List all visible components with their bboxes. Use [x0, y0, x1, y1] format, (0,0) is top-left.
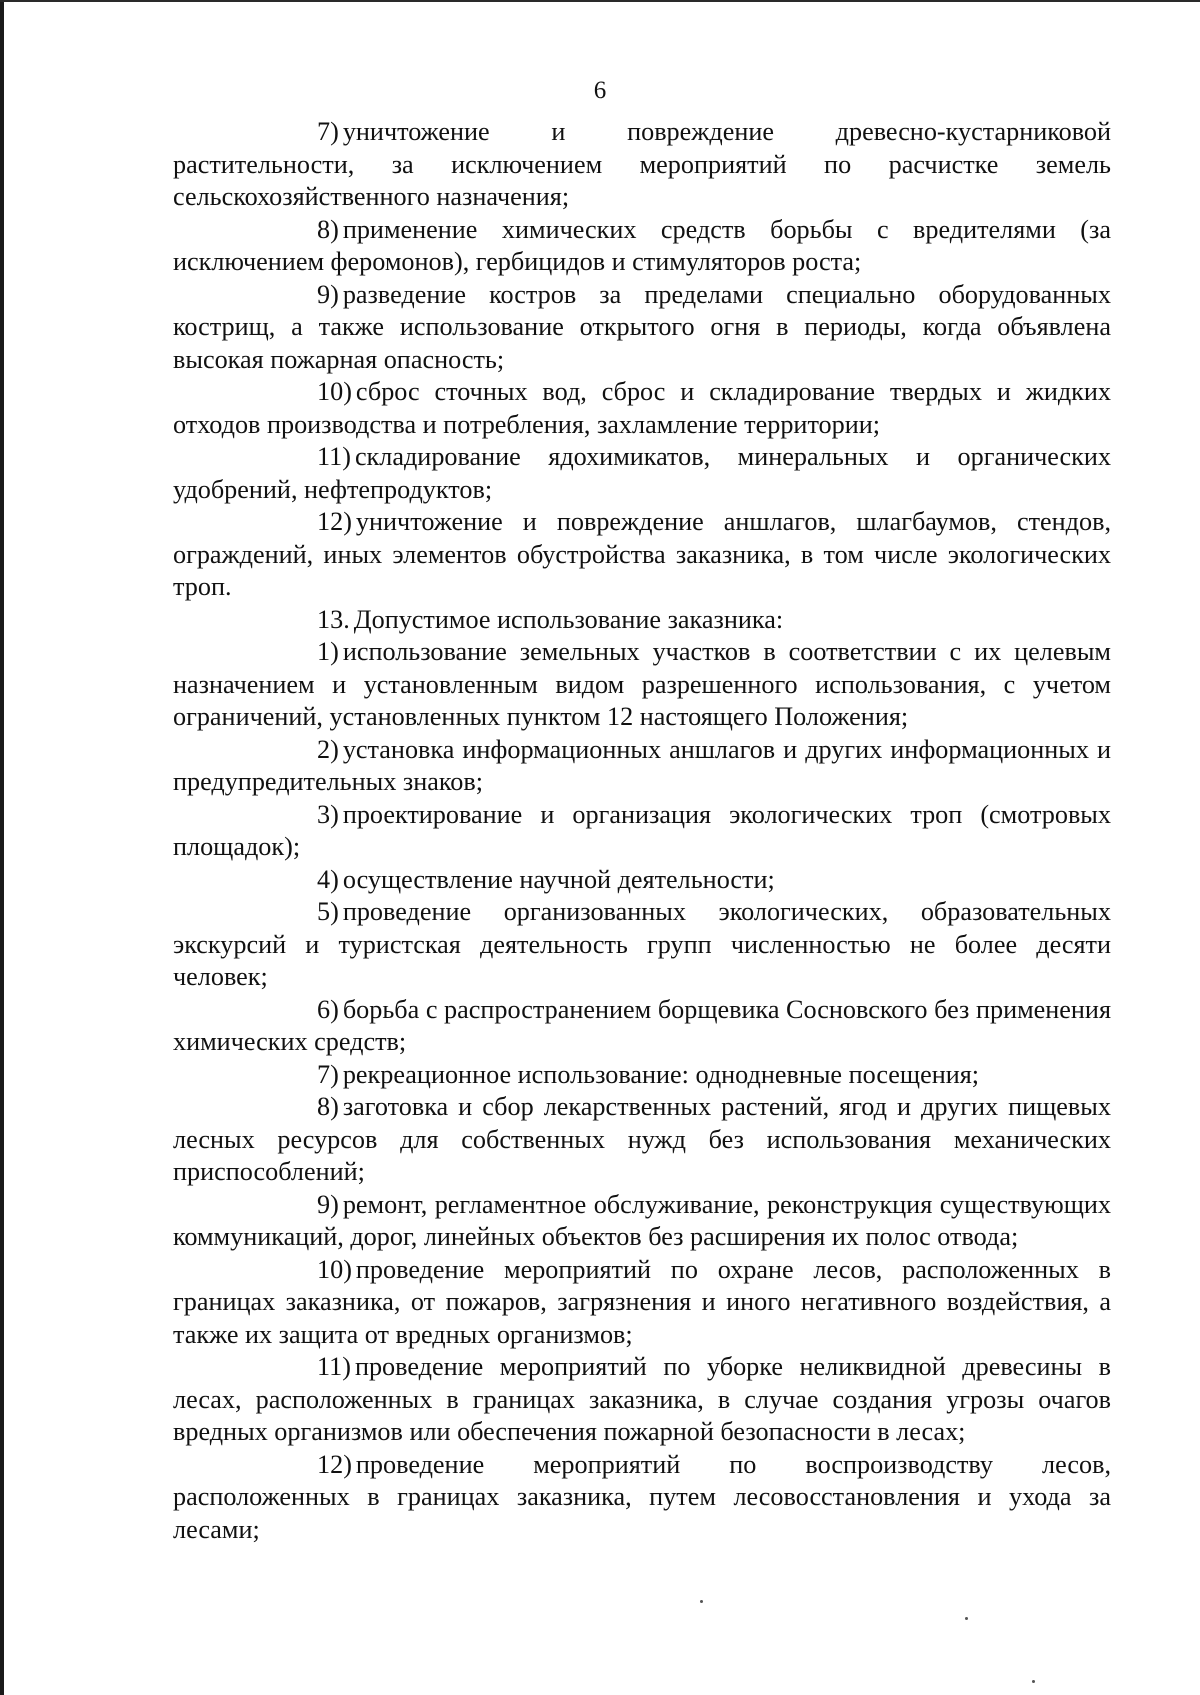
item-marker: 5) — [317, 897, 339, 926]
paragraph-allowed-7 — [173, 1059, 1111, 1092]
scan-speck — [700, 1600, 703, 1603]
paragraph-allowed-9 — [173, 1189, 1111, 1254]
document-body — [173, 116, 1111, 1546]
paragraph-text: проектирование и организация экологических троп (смотровых площадок); — [173, 799, 1111, 861]
paragraph-prohibited-12 — [173, 506, 1111, 604]
scan-speck — [965, 1617, 968, 1620]
paragraph-text: уничтожение и повреждение аншлагов, шлагбаумов, стендов, ограждений, иных элементов обустройства заказника, в том числе экологических троп. — [173, 507, 1111, 601]
paragraph-text: проведение мероприятий по воспроизводству лесов, расположенных в границах заказника, путем лесовосстановления и ухода за лесами; — [173, 1449, 1111, 1544]
paragraph-prohibited-9 — [173, 279, 1111, 377]
item-marker: 11) — [317, 1352, 351, 1381]
paragraph-allowed-8 — [173, 1091, 1111, 1189]
paragraph-allowed-5 — [173, 896, 1111, 994]
paragraph-text: проведение организованных экологических, образовательных экскурсий и туристская деятельность групп численностью не более десяти человек; — [173, 897, 1111, 991]
item-marker: 10) — [317, 1254, 352, 1284]
section-heading-13 — [173, 604, 1111, 637]
paragraph-text: проведение мероприятий по охране лесов, расположенных в границах заказника, от пожаров, загрязнения и иного негативного воздействия, а также их защита от вредных организмов; — [173, 1254, 1111, 1349]
paragraph-prohibited-10 — [173, 376, 1111, 441]
item-marker: 3) — [317, 799, 339, 829]
paragraph-text: применение химических средств борьбы с вредителями (за исключением феромонов), гербицидов и стимуляторов роста; — [173, 214, 1111, 276]
paragraph-text: осуществление научной деятельности; — [342, 864, 775, 894]
paragraph-allowed-6 — [173, 994, 1111, 1059]
paragraph-text: борьба с распространением борщевика Сосновского без применения химических средств; — [173, 994, 1111, 1056]
paragraph-allowed-12 — [173, 1449, 1111, 1547]
item-marker: 11) — [317, 442, 351, 471]
paragraph-allowed-10 — [173, 1254, 1111, 1352]
paragraph-allowed-2 — [173, 734, 1111, 799]
item-marker: 12) — [317, 1449, 352, 1479]
item-marker: 10) — [317, 377, 352, 406]
paragraph-text: уничтожение и повреждение древесно-кустарниковой растительности, за исключением мероприятий по расчистке земель сельскохозяйственного назначения; — [173, 117, 1111, 211]
paragraph-text: установка информационных аншлагов и других информационных и предупредительных знаков; — [173, 734, 1111, 796]
item-marker: 9) — [317, 1189, 339, 1219]
scan-edge-left — [0, 0, 4, 1695]
paragraph-prohibited-11 — [173, 441, 1111, 506]
paragraph-text: разведение костров за пределами специально оборудованных кострищ, а также использование открытого огня в периоды, когда объявлена высокая пожарная опасность; — [173, 279, 1111, 374]
scan-speck — [1032, 1680, 1035, 1683]
paragraph-text: использование земельных участков в соответствии с их целевым назначением и установленным видом разрешенного использования, с учетом ограничений, установленных пунктом 12 настоящего Положения; — [173, 637, 1111, 731]
paragraph-allowed-11 — [173, 1351, 1111, 1449]
paragraph-text: сброс сточных вод, сброс и складирование твердых и жидких отходов производства и потребления, захламление территории; — [173, 377, 1111, 439]
paragraph-allowed-1 — [173, 636, 1111, 734]
item-marker: 7) — [317, 1059, 339, 1089]
item-marker: 4) — [317, 864, 339, 894]
item-marker: 7) — [317, 117, 339, 146]
section-number: 13. — [317, 604, 350, 634]
paragraph-text: рекреационное использование: однодневные посещения; — [342, 1059, 980, 1089]
item-marker: 9) — [317, 279, 339, 309]
item-marker: 1) — [317, 637, 339, 666]
page-number: 6 — [593, 77, 607, 104]
item-marker: 8) — [317, 214, 339, 244]
paragraph-text: складирование ядохимикатов, минеральных и органических удобрений, нефтепродуктов; — [173, 442, 1111, 504]
paragraph-prohibited-8 — [173, 214, 1111, 279]
item-marker: 8) — [317, 1092, 339, 1121]
item-marker: 6) — [317, 994, 339, 1024]
section-heading-text: Допустимое использование заказника: — [353, 604, 784, 634]
paragraph-text: ремонт, регламентное обслуживание, реконструкция существующих коммуникаций, дорог, линейных объектов без расширения их полос отвода; — [173, 1189, 1111, 1251]
item-marker: 12) — [317, 507, 352, 536]
item-marker: 2) — [317, 734, 339, 764]
paragraph-allowed-4 — [173, 864, 1111, 897]
paragraph-allowed-3 — [173, 799, 1111, 864]
scan-edge-top — [0, 0, 1200, 2]
paragraph-text: проведение мероприятий по уборке неликвидной древесины в лесах, расположенных в границах заказника, в случае создания угрозы очагов вредных организмов или обеспечения пожарной безопасности в лесах; — [173, 1352, 1111, 1446]
paragraph-text: заготовка и сбор лекарственных растений, ягод и других пищевых лесных ресурсов для собственных нужд без использования механических приспособлений; — [173, 1092, 1111, 1186]
paragraph-prohibited-7 — [173, 116, 1111, 214]
